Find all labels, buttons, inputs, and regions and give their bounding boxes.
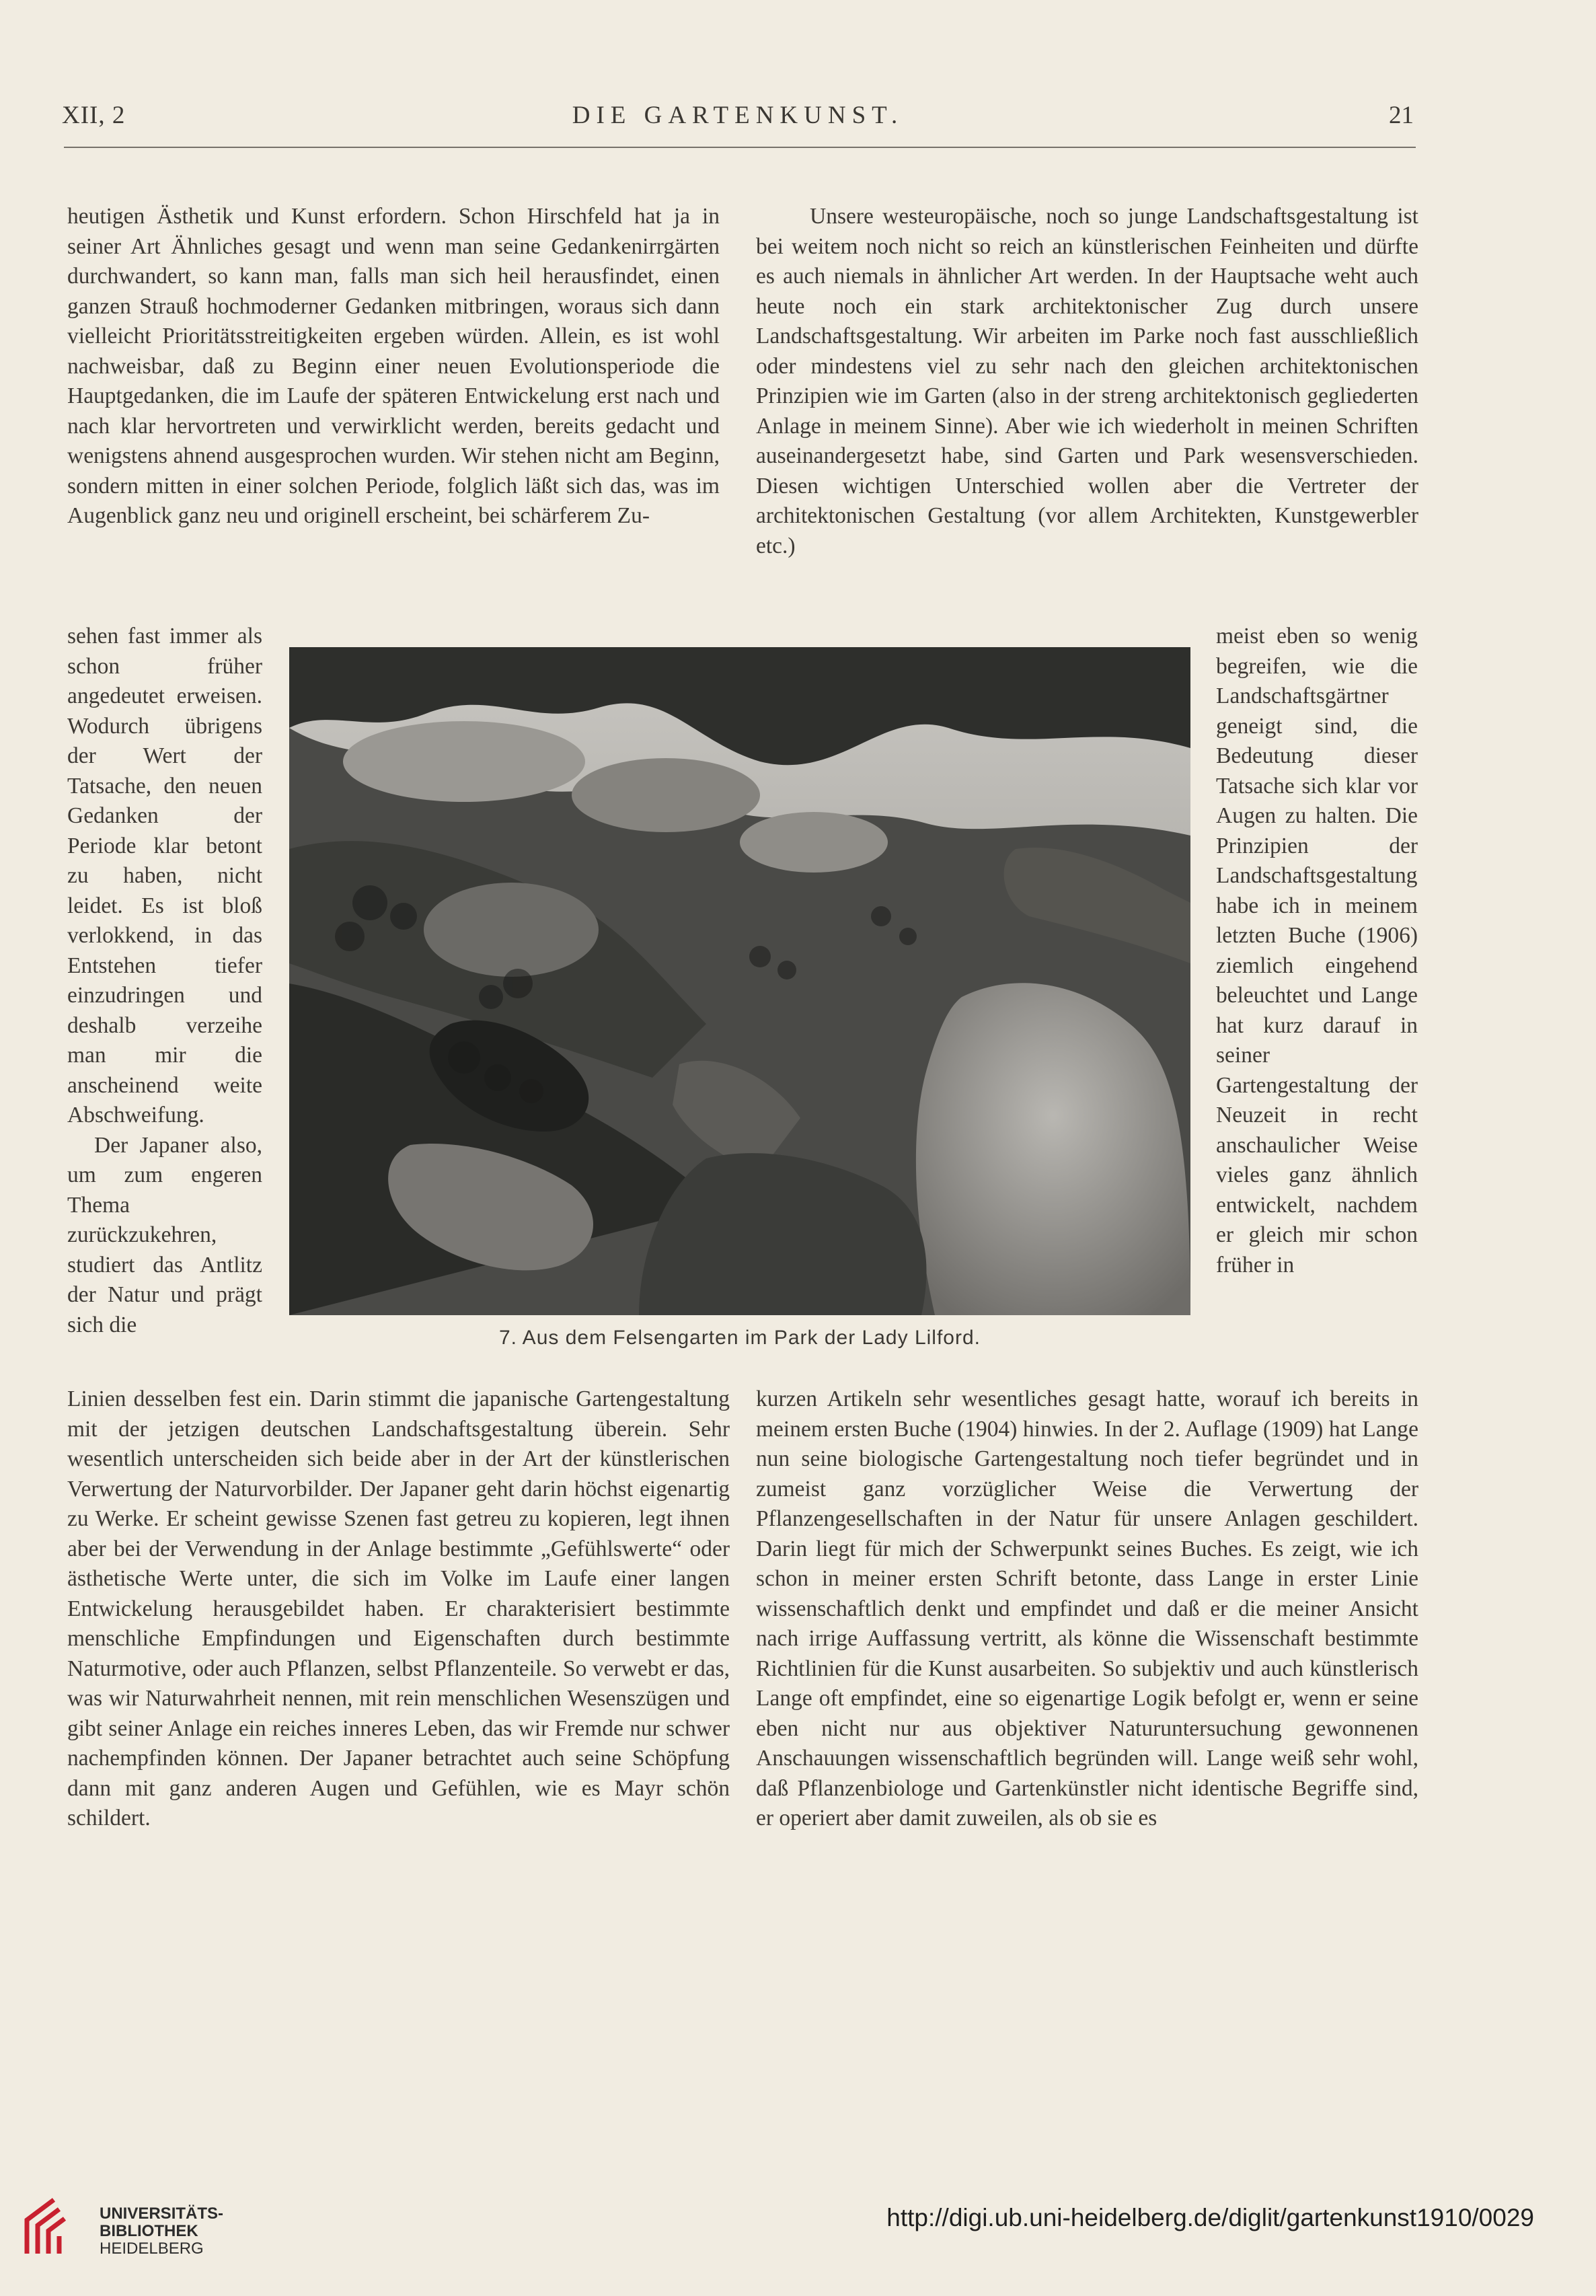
right-column-top: [756, 202, 1418, 561]
paragraph: Linien desselben fest ein. Darin stimmt die japanische Gartengestaltung mit der jetzigen deutschen Landschaftsgestaltung überein. Sehr wesentlich unterscheiden sich beide aber in der Art der künstlerischen Verwertung der Naturvorbilder. Der Japaner geht darin höchst eigenartig zu Werke. Er scheint gewisse Szenen fast getreu zu kopieren, legt ihnen aber bei der Verwendung in der Anlage bestimmte „Gefühlswerte“ oder ästhetische Werte unter, die sich im Volke im Laufe einer langen Entwickelung herausgebildet haben. Er charakterisiert bestimmte menschliche Empfindungen und Eigenschaften durch bestimmte Naturmotive, oder auch Pflanzen, selbst Pflanzenteile. So verwebt er das, was wir Naturwahrheit nennen, mit rein menschlichen Wesenszügen und gibt seiner Anlage ein reiches inneres Leben, das wir Fremde nur schwer nachempfinden können. Der Japaner betrachtet auch seine Schöpfung dann mit ganz anderen Augen und Gefühlen, wie es Mayr schön schildert.: [67, 1386, 730, 1830]
paragraph: Unsere westeuropäische, noch so junge Landschaftsgestaltung ist bei weitem noch nicht so reich an künstlerischen Feinheiten und dürfte es auch niemals in ähnlicher Art werden. In der Hauptsache weht auch heute noch ein stark architektonischer Zug durch unsere Landschaftsgestaltung. Wir arbeiten im Parke noch fast ausschließlich oder mindestens viel zu sehr nach den gleichen architektonischen Prinzipien wie im Garten (also in der streng architektonisch gegliederten Anlage in meinem Sinne). Aber wie ich wiederholt in meinen Schriften auseinandergesetzt habe, sind Garten und Park wesensverschieden. Diesen wichtigen Unterschied wollen aber die Vertreter der architektonischen Gestaltung (vor allem Architekten, Kunstgewerbler etc.): [756, 204, 1418, 558]
header-rule: [64, 147, 1416, 148]
paragraph: heutigen Ästhetik und Kunst erfordern. Schon Hirschfeld hat ja in seiner Art Ähnliches gesagt und wenn man seine Gedankenirrgärten durchwandert, so kann man, falls man sich heil herausfindet, einen ganzen Strauß hochmoderner Gedanken mitbringen, woraus sich dann vielleicht Prioritätsstreitigkeiten ergeben würden. Allein, es ist wohl nachweisbar, daß zu Beginn einer neuen Evolutionsperiode die Hauptgedanken, die im Laufe der späteren Entwickelung erst nach und nach klar hervortreten und verwirklicht werden, bereits gedacht und wenigstens ahnend ausgesprochen wurden. Wir stehen nicht am Beginn, sondern mitten in einer solchen Periode, folglich läßt sich das, was im Augenblick ganz neu und originell erscheint, bei schärferem Zu-: [67, 204, 720, 528]
page-number: 21: [1389, 102, 1414, 129]
right-wrap-column: [1216, 622, 1418, 1280]
journal-title: DIE GARTENKUNST.: [572, 102, 904, 129]
left-column-top: [67, 202, 720, 531]
running-header: [62, 101, 1414, 141]
paragraph: sehen fast immer als schon früher angedeutet erweisen. Wodurch übrigens der Wert der Tatsache, den neuen Gedanken der Periode klar betont zu haben, nicht leidet. Es ist bloß verlokkend, in das Entstehen tiefer einzudringen und deshalb verzeihe man mir die anscheinend weite Abschweifung.: [67, 624, 262, 1127]
paragraph: kurzen Artikeln sehr wesentliches gesagt hatte, worauf ich bereits in meinem ersten Buche (1904) hinwies. In der 2. Auflage (1909) hat Lange nun seine biologische Gartengestaltung noch tiefer begründet und in zumeist ganz vorzüglicher Weise die Verwertung der Pflanzengesellschaften in der Natur für unsere Anlagen geschildert. Darin liegt für mich der Schwerpunkt seines Buches. Es zeigt, wie ich schon in meiner ersten Schrift betonte, dass Lange in erster Linie wissenschaftlich denkt und empfindet und daß er die meiner Ansicht nach irrige Auffassung vertritt, als könne die Wissenschaft bestimmte Richtlinien für die Kunst ausarbeiten. So subjektiv und auch künstlerisch Lange oft empfindet, eine so eigenartige Logik befolgt er, wenn er seine eben nicht nur aus objektiver Naturuntersuchung gewonnenen Anschauungen wissenschaftlich begründen will. Lange weiß sehr wohl, daß Pflanzenbiologe und Gartenkünstler nicht identische Begriffe sind, er operiert aber damit zuweilen, als ob sie es: [756, 1386, 1418, 1830]
left-column-bottom: [67, 1384, 730, 1834]
library-name-line2: BIBLIOTHEK: [100, 2222, 198, 2240]
right-column-bottom: [756, 1384, 1418, 1834]
figure-caption: 7. Aus dem Felsengarten im Park der Lady Lilford.: [498, 1327, 981, 1349]
volume-number: XII, 2: [62, 102, 126, 129]
paragraph: meist eben so wenig begreifen, wie die Landschaftsgärtner geneigt sind, die Bedeutung dieser Tatsache sich klar vor Augen zu halten. Die Prinzipien der Landschaftsgestaltung habe ich in meinem letzten Buche (1906) ziemlich eingehend beleuchtet und Lange hat kurz darauf in seiner Gartengestaltung der Neuzeit in recht anschaulicher Weise vieles ganz ähnlich entwickelt, nachdem er gleich mir schon früher in: [1216, 624, 1418, 1277]
library-name-line1: UNIVERSITÄTS-: [100, 2205, 224, 2223]
paragraph: Der Japaner also, um zum engeren Thema zurückzukehren, studiert das Antlitz der Natur und prägt sich die: [67, 1132, 262, 1337]
source-url[interactable]: http://digi.ub.uni-heidelberg.de/diglit/gartenkunst1910/0029: [886, 2204, 1534, 2231]
left-wrap-column: [67, 622, 262, 1340]
library-name-line3: HEIDELBERG: [100, 2239, 204, 2258]
library-emblem-icon: [20, 2193, 87, 2260]
figure-photo-rock-garden: [289, 647, 1190, 1315]
library-logo: [20, 2193, 222, 2274]
